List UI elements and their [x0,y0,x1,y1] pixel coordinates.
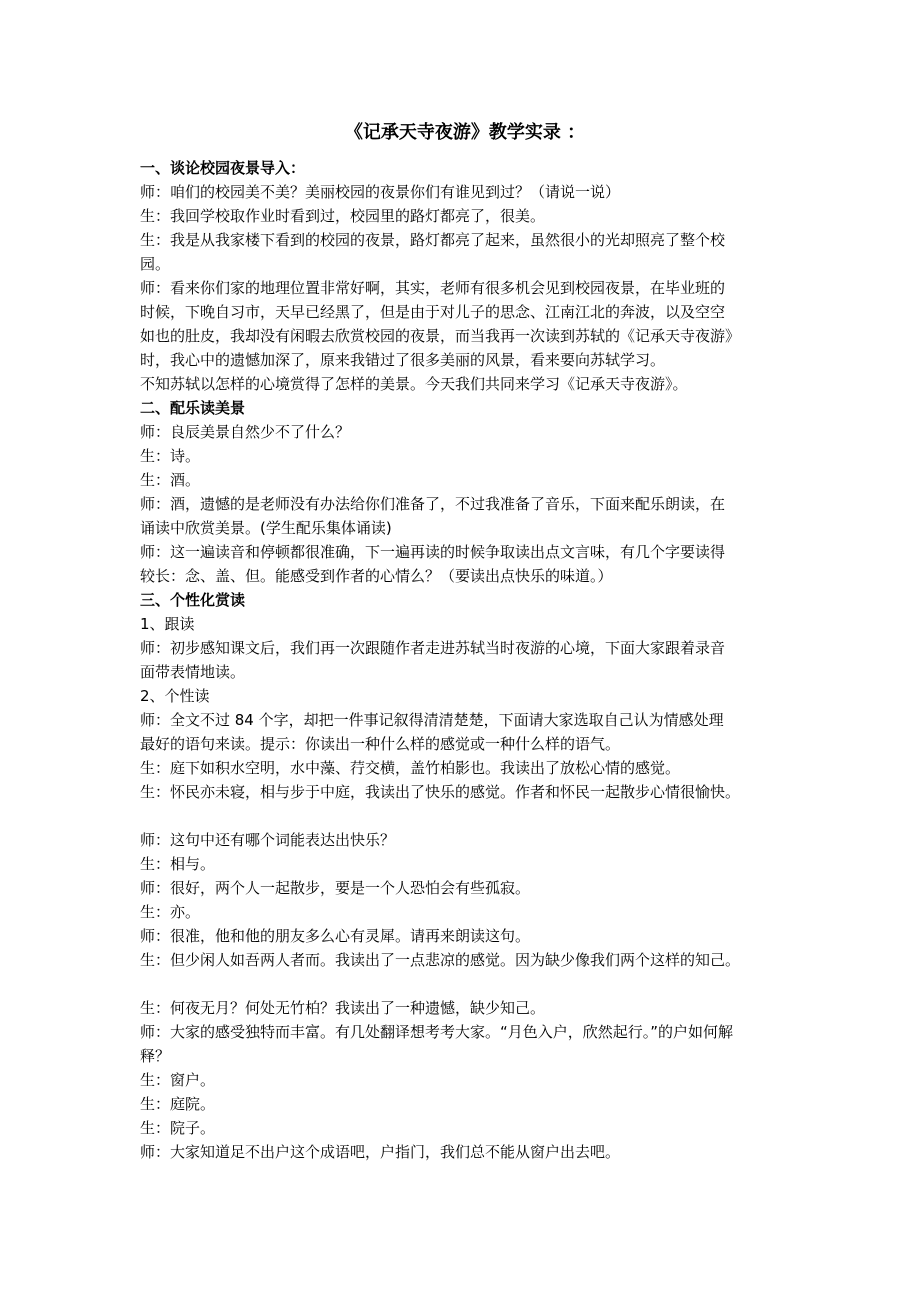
blank-line [140,804,790,828]
paragraph-line: 园。 [140,255,171,273]
document-body [140,156,790,1164]
paragraph-line: 诵读中欣赏美景。(学生配乐集体诵读) [140,519,392,537]
paragraph-line: 生：窗户。 [140,1071,216,1089]
paragraph-line: 生：我回学校取作业时看到过，校园里的路灯都亮了，很美。 [140,207,546,225]
paragraph-line: 师：全文不过 84 个字，却把一件事记叙得清清楚楚，下面请大家选取自己认为情感处理 [140,711,724,729]
paragraph-line: 师：大家知道足不出户这个成语吧，户指门，我们总不能从窗户出去吧。 [140,1143,621,1161]
paragraph-line: 生：何夜无月？何处无竹柏？我读出了一种遗憾，缺少知己。 [140,999,546,1017]
section-heading: 一、谈论校园夜景导入： [140,159,306,177]
paragraph-line: 1、跟读 [140,615,195,633]
section-heading: 三、个性化赏读 [140,591,246,609]
section-heading: 二、配乐读美景 [140,399,246,417]
paragraph-line: 生：酒。 [140,471,201,489]
paragraph-line: 师：这句中还有哪个词能表达出快乐？ [140,831,396,849]
paragraph-line: 面带表情地读。 [140,663,246,681]
paragraph-line: 师：这一遍读音和停顿都很准确，下一遍再读的时候争取读出点文言味，有几个字要读得 [140,543,726,561]
paragraph-line: 生：院子。 [140,1119,216,1137]
paragraph-line: 时候，下晚自习市，天早已经黑了，但是由于对儿子的思念、江南江北的奔波，以及空空 [140,303,726,321]
paragraph-line: 师：初步感知课文后，我们再一次跟随作者走进苏轼当时夜游的心境，下面大家跟着录音 [140,639,726,657]
paragraph-line: 较长：念、盖、但。能感受到作者的心情么？（要读出点快乐的味道。） [140,567,613,585]
paragraph-line: 生：相与。 [140,855,216,873]
paragraph-line: 师：很准，他和他的朋友多么心有灵犀。请再来朗读这句。 [140,927,531,945]
paragraph-line: 生：怀民亦未寝，相与步于中庭，我读出了快乐的感觉。作者和怀民一起散步心情很愉快。 [140,783,741,801]
paragraph-line: 师：大家的感受独特而丰富。有几处翻译想考考大家。“月色入户，欣然起行。”的户如何解 [140,1023,734,1041]
paragraph-line: 生：庭下如积水空明，水中藻、荇交横，盖竹柏影也。我读出了放松心情的感觉。 [140,759,681,777]
paragraph-line: 2、个性读 [140,687,210,705]
paragraph-line: 释？ [140,1047,171,1065]
paragraph-line: 师：良辰美景自然少不了什么？ [140,423,351,441]
paragraph-line: 生：诗。 [140,447,201,465]
paragraph-line: 师：咱们的校园美不美？美丽校园的夜景你们有谁见到过？（请说一说） [140,183,621,201]
paragraph-line: 生：但少闲人如吾两人者而。我读出了一点悲凉的感觉。因为缺少像我们两个这样的知己。 [140,951,741,969]
paragraph-line: 生：我是从我家楼下看到的校园的夜景，路灯都亮了起来，虽然很小的光却照亮了整个校 [140,231,726,249]
paragraph-line: 不知苏轼以怎样的心境赏得了怎样的美景。今天我们共同来学习《记承天寺夜游》。 [140,375,688,393]
paragraph-line: 如也的肚皮，我却没有闲暇去欣赏校园的夜景，而当我再一次读到苏轼的《记承天寺夜游》 [140,327,741,345]
paragraph-line: 最好的语句来读。提示：你读出一种什么样的感觉或一种什么样的语气。 [140,735,621,753]
paragraph-line: 师：看来你们家的地理位置非常好啊，其实，老师有很多机会见到校园夜景，在毕业班的 [140,279,726,297]
paragraph-line: 师：酒，遗憾的是老师没有办法给你们准备了，不过我准备了音乐，下面来配乐朗读，在 [140,495,726,513]
paragraph-line: 生：亦。 [140,903,201,921]
paragraph-line: 师：很好，两个人一起散步，要是一个人恐怕会有些孤寂。 [140,879,531,897]
document-title: 《记承天寺夜游》教学实录 ： [344,122,586,143]
blank-line [140,972,790,996]
paragraph-line: 生：庭院。 [140,1095,216,1113]
document-page [140,118,790,1164]
paragraph-line: 时，我心中的遗憾加深了，原来我错过了很多美丽的风景，看来要向苏轼学习。 [140,351,666,369]
